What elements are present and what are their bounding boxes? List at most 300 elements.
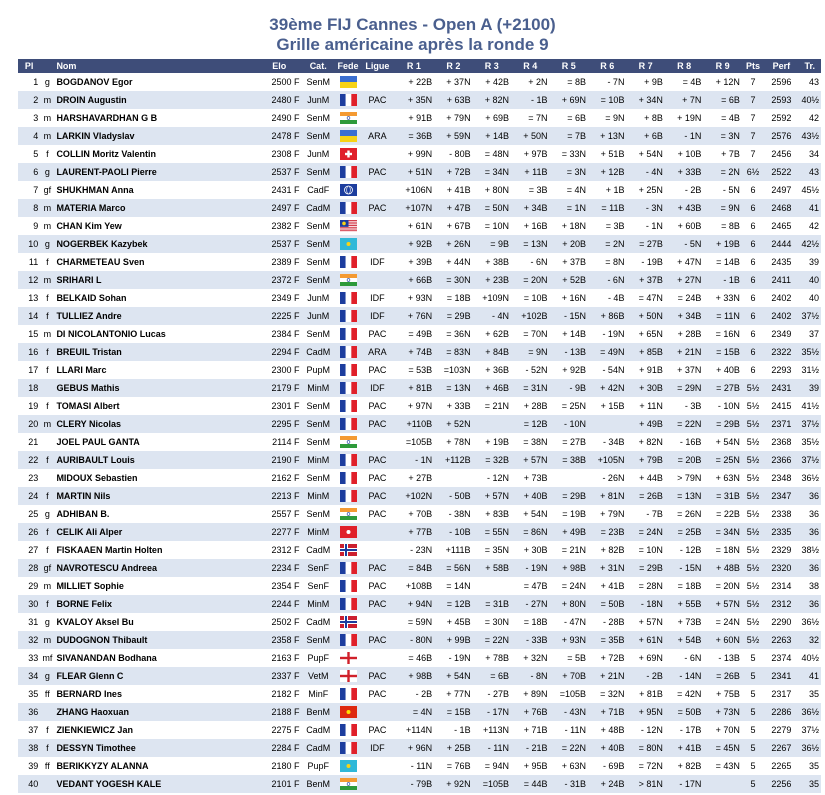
round-result: - 15N (665, 559, 703, 577)
tiebreak-cell: 41½ (799, 397, 821, 415)
table-row (18, 325, 821, 343)
tiebreak-cell: 37½ (799, 451, 821, 469)
round-result: + 62B (473, 325, 511, 343)
round-result: + 54B (665, 631, 703, 649)
round-result: +113N (473, 721, 511, 739)
round-result: + 77N (434, 685, 472, 703)
round-result: + 79N (434, 109, 472, 127)
performance-cell: 2374 (764, 649, 798, 667)
round-result: =103N (434, 361, 472, 379)
title-cell: m (40, 91, 54, 109)
performance-cell: 2286 (764, 703, 798, 721)
federation-flag-icon (335, 73, 361, 91)
table-row (18, 217, 821, 235)
title-cell: f (40, 289, 54, 307)
player-name: ZIENKIEWICZ Jan (54, 721, 257, 739)
performance-cell: 2444 (764, 235, 798, 253)
league-cell: PAC (361, 415, 393, 433)
tiebreak-cell: 45½ (799, 181, 821, 199)
round-result: + 46B (473, 379, 511, 397)
round-result: + 82B (665, 757, 703, 775)
round-result: + 69N (626, 649, 664, 667)
column-header: Nom (54, 59, 257, 73)
tiebreak-cell: 43 (799, 163, 821, 181)
federation-flag-icon (335, 469, 361, 487)
elo-cell: 2372 F (257, 271, 302, 289)
title-cell: f (40, 307, 54, 325)
round-result: + 19N (665, 109, 703, 127)
elo-cell: 2537 F (257, 163, 302, 181)
table-row (18, 433, 821, 451)
performance-cell: 2338 (764, 505, 798, 523)
round-result: = 3B (588, 217, 626, 235)
elo-cell: 2162 F (257, 469, 302, 487)
round-result: + 57N (511, 451, 549, 469)
league-cell (361, 433, 393, 451)
table-row (18, 757, 821, 775)
federation-flag-icon (335, 703, 361, 721)
table-body (18, 73, 821, 793)
points-cell: 6 (742, 343, 764, 361)
elo-cell: 2354 F (257, 577, 302, 595)
performance-cell: 2368 (764, 433, 798, 451)
league-cell: PAC (361, 487, 393, 505)
round-result: - 4N (473, 307, 511, 325)
round-result: - 9B (550, 379, 588, 397)
rank-cell: 24 (18, 487, 40, 505)
round-result: = 25B (665, 523, 703, 541)
round-result: = 13N (434, 379, 472, 397)
elo-cell: 2480 F (257, 91, 302, 109)
title-cell: m (40, 577, 54, 595)
standings-table (18, 59, 821, 793)
performance-cell: 2349 (764, 325, 798, 343)
round-result: + 1B (588, 181, 626, 199)
performance-cell: 2267 (764, 739, 798, 757)
round-result: + 72B (434, 163, 472, 181)
elo-cell: 2382 F (257, 217, 302, 235)
round-result: - 52N (511, 361, 549, 379)
round-result: = 18B (665, 577, 703, 595)
round-result: + 79N (588, 505, 626, 523)
round-result: + 80N (473, 181, 511, 199)
round-result: + 47B (434, 199, 472, 217)
round-result: = 1N (550, 199, 588, 217)
round-result: - 33B (511, 631, 549, 649)
league-cell (361, 235, 393, 253)
round-result: - 6N (511, 253, 549, 271)
round-result: + 69B (473, 109, 511, 127)
points-cell: 7 (742, 91, 764, 109)
round-result: - 27N (511, 595, 549, 613)
round-result: = 5B (550, 649, 588, 667)
round-result: = 9N (703, 199, 741, 217)
tiebreak-cell: 36 (799, 559, 821, 577)
points-cell: 6 (742, 325, 764, 343)
title-cell: ff (40, 685, 54, 703)
tiebreak-cell: 41 (799, 199, 821, 217)
round-result: = 12B (434, 595, 472, 613)
elo-cell: 2244 F (257, 595, 302, 613)
round-result: - 79B (394, 775, 435, 793)
table-row (18, 91, 821, 109)
round-result: = 86N (511, 523, 549, 541)
tiebreak-cell: 35½ (799, 433, 821, 451)
table-row (18, 451, 821, 469)
elo-cell: 2188 F (257, 703, 302, 721)
round-result: = 29B (434, 307, 472, 325)
rank-cell: 7 (18, 181, 40, 199)
round-result: - 15N (550, 307, 588, 325)
round-result: = 80N (626, 739, 664, 757)
performance-cell: 2256 (764, 775, 798, 793)
points-cell: 5½ (742, 505, 764, 523)
points-cell: 5 (742, 667, 764, 685)
player-name: DUDOGNON Thibault (54, 631, 257, 649)
performance-cell: 2341 (764, 667, 798, 685)
player-name: BORNE Felix (54, 595, 257, 613)
points-cell: 6 (742, 217, 764, 235)
round-result: = 26B (626, 487, 664, 505)
round-result: = 18B (511, 613, 549, 631)
federation-flag-icon (335, 91, 361, 109)
round-result: + 92B (550, 361, 588, 379)
league-cell: IDF (361, 379, 393, 397)
round-result: + 54N (703, 433, 741, 451)
round-result: + 67B (434, 217, 472, 235)
player-name: NOGERBEK Kazybek (54, 235, 257, 253)
performance-cell: 2465 (764, 217, 798, 235)
elo-cell: 2180 F (257, 757, 302, 775)
federation-flag-icon (335, 253, 361, 271)
rank-cell: 13 (18, 289, 40, 307)
performance-cell: 2592 (764, 109, 798, 127)
rank-cell: 4 (18, 127, 40, 145)
round-result: = 22N (665, 415, 703, 433)
column-header: R 7 (626, 59, 664, 73)
round-result: = 24N (626, 523, 664, 541)
table-row (18, 109, 821, 127)
round-result: + 82N (626, 433, 664, 451)
rank-cell: 18 (18, 379, 40, 397)
round-result: + 21N (588, 667, 626, 685)
round-result: - 10N (550, 415, 588, 433)
player-name: FLEAR Glenn C (54, 667, 257, 685)
round-result: - 19N (588, 325, 626, 343)
elo-cell: 2163 F (257, 649, 302, 667)
round-result: = 18B (434, 289, 472, 307)
round-result: + 11B (511, 163, 549, 181)
points-cell: 5 (742, 721, 764, 739)
title-block (0, 0, 825, 55)
round-result: - 19N (434, 649, 472, 667)
title-cell: g (40, 667, 54, 685)
round-result: = 30N (473, 613, 511, 631)
title-cell: g (40, 235, 54, 253)
points-cell: 7 (742, 109, 764, 127)
round-result: + 70B (394, 505, 435, 523)
player-name: LARKIN Vladyslav (54, 127, 257, 145)
tiebreak-cell: 35 (799, 775, 821, 793)
title-cell (40, 433, 54, 451)
round-result: - 10N (703, 397, 741, 415)
round-result: = 29B (626, 559, 664, 577)
round-result: + 95N (626, 703, 664, 721)
round-result: = 28N (626, 577, 664, 595)
elo-cell: 2182 F (257, 685, 302, 703)
table-row (18, 307, 821, 325)
points-cell: 5 (742, 649, 764, 667)
title-cell: m (40, 271, 54, 289)
round-result: + 81N (588, 487, 626, 505)
round-result: - 28B (588, 613, 626, 631)
round-result: = 55N (473, 523, 511, 541)
round-result: = 27B (550, 433, 588, 451)
table-row (18, 649, 821, 667)
round-result: = 34N (473, 163, 511, 181)
federation-flag-icon (335, 415, 361, 433)
round-result: + 48B (703, 559, 741, 577)
tiebreak-cell: 37½ (799, 307, 821, 325)
category-cell: SenM (302, 397, 335, 415)
round-result: = 7B (550, 127, 588, 145)
round-result: - 1B (703, 271, 741, 289)
player-name: NAVROTESCU Andreea (54, 559, 257, 577)
table-row (18, 721, 821, 739)
round-result: = 47N (626, 289, 664, 307)
column-header: Fede (335, 59, 361, 73)
federation-flag-icon (335, 109, 361, 127)
rank-cell: 40 (18, 775, 40, 793)
title-cell (40, 775, 54, 793)
round-result: + 30B (511, 541, 549, 559)
round-result: - 2B (626, 667, 664, 685)
rank-cell: 21 (18, 433, 40, 451)
performance-cell: 2293 (764, 361, 798, 379)
round-result: + 44N (434, 253, 472, 271)
elo-cell: 2300 F (257, 361, 302, 379)
elo-cell: 2490 F (257, 109, 302, 127)
table-row (18, 289, 821, 307)
round-result: + 25B (434, 739, 472, 757)
round-result: + 7B (703, 145, 741, 163)
category-cell: PupF (302, 757, 335, 775)
round-result: + 21N (665, 343, 703, 361)
round-result: = 43N (703, 757, 741, 775)
round-result: + 35N (394, 91, 435, 109)
round-result: = 3N (703, 127, 741, 145)
rank-cell: 10 (18, 235, 40, 253)
round-result: = 19B (550, 505, 588, 523)
elo-cell: 2225 F (257, 307, 302, 325)
round-result: + 37B (626, 271, 664, 289)
round-result: = 11N (703, 307, 741, 325)
round-result: - 7B (626, 505, 664, 523)
column-header: Pl (18, 59, 40, 73)
rank-cell: 12 (18, 271, 40, 289)
player-name: HARSHAVARDHAN G B (54, 109, 257, 127)
round-result: + 73B (511, 469, 549, 487)
column-header: Pts (742, 59, 764, 73)
table-row (18, 577, 821, 595)
tiebreak-cell: 38½ (799, 541, 821, 559)
federation-flag-icon (335, 451, 361, 469)
federation-flag-icon (335, 685, 361, 703)
round-result: + 55B (665, 595, 703, 613)
round-result: = 31N (511, 379, 549, 397)
elo-cell: 2500 F (257, 73, 302, 91)
points-cell: 5 (742, 775, 764, 793)
tiebreak-cell: 35 (799, 757, 821, 775)
player-name: KVALOY Aksel Bu (54, 613, 257, 631)
player-name: AURIBAULT Louis (54, 451, 257, 469)
round-result: + 34B (665, 307, 703, 325)
rank-cell: 17 (18, 361, 40, 379)
round-result: - 19N (511, 559, 549, 577)
round-result: + 93N (550, 631, 588, 649)
federation-flag-icon (335, 127, 361, 145)
category-cell: JunM (302, 307, 335, 325)
elo-cell: 2349 F (257, 289, 302, 307)
round-result: + 81B (626, 685, 664, 703)
league-cell: PAC (361, 631, 393, 649)
round-result: + 13N (588, 127, 626, 145)
title-cell: f (40, 253, 54, 271)
points-cell: 6 (742, 289, 764, 307)
elo-cell: 2284 F (257, 739, 302, 757)
round-result: = 25N (550, 397, 588, 415)
category-cell: JunM (302, 289, 335, 307)
performance-cell: 2576 (764, 127, 798, 145)
column-header: R 3 (473, 59, 511, 73)
round-result (434, 469, 472, 487)
round-result: + 89N (511, 685, 549, 703)
rank-cell: 25 (18, 505, 40, 523)
table-row (18, 379, 821, 397)
category-cell: SenM (302, 127, 335, 145)
federation-flag-icon (335, 163, 361, 181)
round-result: + 50N (511, 127, 549, 145)
round-result: = 24N (703, 613, 741, 631)
elo-cell: 2312 F (257, 541, 302, 559)
round-result: - 11N (473, 739, 511, 757)
tiebreak-cell: 39 (799, 253, 821, 271)
points-cell: 7 (742, 73, 764, 91)
round-result: = 56N (434, 559, 472, 577)
league-cell (361, 775, 393, 793)
table-header-row (18, 59, 821, 73)
round-result: = 70N (511, 325, 549, 343)
league-cell: PAC (361, 451, 393, 469)
elo-cell: 2502 F (257, 613, 302, 631)
rank-cell: 28 (18, 559, 40, 577)
round-result: - 50B (434, 487, 472, 505)
tiebreak-cell: 36½ (799, 739, 821, 757)
federation-flag-icon (335, 613, 361, 631)
table-row (18, 739, 821, 757)
round-result: + 31N (588, 559, 626, 577)
round-result: = 2N (703, 163, 741, 181)
round-result: - 18N (626, 595, 664, 613)
points-cell: 7 (742, 145, 764, 163)
category-cell: BenM (302, 775, 335, 793)
player-name: CHAN Kim Yew (54, 217, 257, 235)
title-cell: g (40, 613, 54, 631)
table-row (18, 235, 821, 253)
player-name: DI NICOLANTONIO Lucas (54, 325, 257, 343)
round-result: + 79B (626, 451, 664, 469)
round-result: = 50B (665, 703, 703, 721)
round-result: = 36N (434, 325, 472, 343)
federation-flag-icon (335, 325, 361, 343)
category-cell: SenF (302, 577, 335, 595)
round-result: = 4N (550, 181, 588, 199)
rank-cell: 39 (18, 757, 40, 775)
round-result: + 80N (550, 595, 588, 613)
tiebreak-cell: 36 (799, 505, 821, 523)
round-result: = 12B (511, 415, 549, 433)
tiebreak-cell: 36 (799, 523, 821, 541)
performance-cell: 2314 (764, 577, 798, 595)
round-result: = 22N (473, 631, 511, 649)
points-cell: 6 (742, 253, 764, 271)
points-cell: 6 (742, 235, 764, 253)
category-cell: BenM (302, 703, 335, 721)
round-result: + 52B (550, 271, 588, 289)
round-result: + 19B (473, 433, 511, 451)
table-row (18, 415, 821, 433)
player-name: CHARMETEAU Sven (54, 253, 257, 271)
round-result: - 4B (588, 289, 626, 307)
rank-cell: 38 (18, 739, 40, 757)
federation-flag-icon (335, 667, 361, 685)
performance-cell: 2263 (764, 631, 798, 649)
league-cell: PAC (361, 505, 393, 523)
tiebreak-cell: 37 (799, 325, 821, 343)
round-result: + 95B (511, 757, 549, 775)
round-result: + 77B (394, 523, 435, 541)
title-cell: ff (40, 757, 54, 775)
category-cell: SenM (302, 235, 335, 253)
points-cell: 5½ (742, 379, 764, 397)
round-result: + 39B (394, 253, 435, 271)
round-result: + 16B (511, 217, 549, 235)
category-cell: SenM (302, 631, 335, 649)
federation-flag-icon (335, 721, 361, 739)
round-result: = 8N (588, 253, 626, 271)
player-name: MIDOUX Sebastien (54, 469, 257, 487)
table-row (18, 271, 821, 289)
round-result: + 14B (473, 127, 511, 145)
round-result: + 60N (703, 631, 741, 649)
performance-cell: 2347 (764, 487, 798, 505)
round-result: = 4B (703, 109, 741, 127)
rank-cell: 31 (18, 613, 40, 631)
table-row (18, 397, 821, 415)
round-result: = 10N (473, 217, 511, 235)
round-result: + 28B (665, 325, 703, 343)
title-cell: f (40, 595, 54, 613)
table-row (18, 631, 821, 649)
performance-cell: 2593 (764, 91, 798, 109)
tiebreak-cell: 38 (799, 577, 821, 595)
round-result: = 32N (588, 685, 626, 703)
round-result: = 4B (665, 73, 703, 91)
performance-cell: 2456 (764, 145, 798, 163)
elo-cell: 2537 F (257, 235, 302, 253)
round-result: = 18N (703, 541, 741, 559)
round-result: + 41B (588, 577, 626, 595)
